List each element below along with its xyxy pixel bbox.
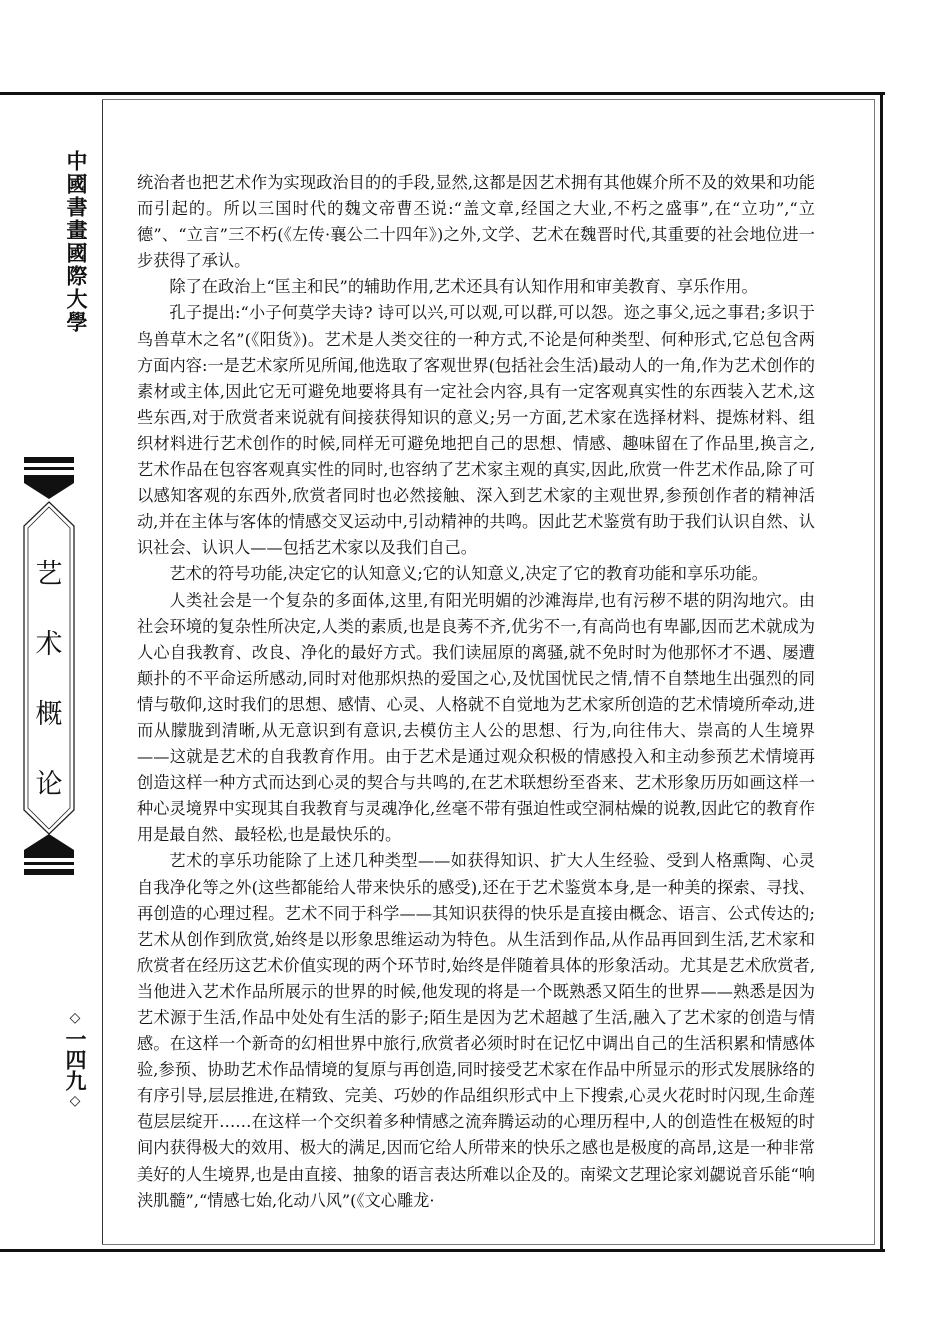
paragraph: 人类社会是一个复杂的多面体,这里,有阳光明媚的沙滩海岸,也有污秽不堪的阴沟地穴。由社会环境的复杂性所决定,人类的素质,也是良莠不齐,优劣不一,有高尚也有卑鄙,因而艺术就成为人心自我教育、改良、净化的最好方式。我们读屈原的离骚,就不免时时为他那怀才不遇、屡遭颠扑的不平命运所感动,同时对他那炽热的爱国之心,及忧国忧民之情,情不自禁地生出强烈的同情与敬仰,这时我们的思想、感情、心灵、人格就不自觉地为艺术家所创造的艺术情境所牵动,进而从朦胧到清晰,从无意识到有意识,去模仿主人公的思想、行为,向往伟大、崇高的人生境界——这就是艺术的自我教育作用。由于艺术是通过观众积极的情感投入和主动参预艺术情境再创造这样一种方式而达到心灵的契合与共鸣的,在艺术联想纷至沓来、艺术形象历历如画这样一种心灵境界中实现其自我教育与灵魂净化,丝毫不带有强迫性或空洞枯燥的说教,因此它的教育作用是最自然、最轻松,也是最快乐的。 — [137, 590, 815, 845]
paragraph: 艺术的符号功能,决定它的认知意义;它的认知意义,决定了它的教育功能和享乐功能。 — [169, 564, 768, 584]
body-text — [137, 170, 815, 1214]
book-title-char: 艺 — [35, 559, 63, 590]
frame-top-border — [0, 92, 885, 95]
page-number: 一四九 — [63, 1028, 88, 1091]
top-ornament — [22, 455, 76, 505]
inner-top-border — [102, 99, 875, 100]
book-title-panel — [22, 500, 76, 836]
inner-bottom-border — [102, 1244, 875, 1245]
paragraph: 艺术的享乐功能除了上述几种类型——如获得知识、扩大人生经验、受到人格熏陶、心灵自我净化等之外(这些都能给人带来快乐的感受),还在于艺术鉴赏本身,是一种美的探索、寻找、再创造的心理过程。艺术不同于科学——其知识获得的快乐是直接由概念、语言、公式传达的;艺术从创作到欣赏,始终是以形象思维运动为特色。从生活到作品,从作品再回到生活,艺术家和欣赏者在经历这艺术价值实现的两个环节时,始终是伴随着具体的形象活动。尤其是艺术欣赏者,当他进入艺术作品所展示的世界的时候,他发现的将是一个既熟悉又陌生的世界——熟悉是因为艺术源于生活,作品中处处有生活的影子;陌生是因为艺术超越了生活,融入了艺术家的创造与情感。在这样一个新奇的幻相世界中旅行,欣赏者必须时时在记忆中调出自己的生活积累和情感体验,参预、协助艺术作品情境的复原与再创造,同时接受艺术家在作品中所显示的形式发展脉络的有序引导,层层推进,在精致、完美、巧妙的作品组织形式中上下搜索,心灵火花时时闪现,生命莲苞层层绽开……在这样一个交织着多种情感之流奔腾运动的心理历程中,人的创造性在极短的时间内获得极大的效用、极大的满足,因而它给人所带来的快乐之感也是极度的高昂,这是一种非常美好的人生境界,也是由直接、抽象的语言表达所难以企及的。南梁文艺理论家刘勰说音乐能“响浃肌髓”,“情感七始,化动八风”(《文心雕龙· — [137, 851, 815, 1210]
inner-right-border — [874, 99, 875, 1245]
paragraph: 孔子提出:“小子何莫学夫诗? 诗可以兴,可以观,可以群,可以怨。迩之事父,远之事君;多识于鸟兽草木之名”(《阳货》)。艺术是人类交往的一种方式,不论是何种类型、何种形式,它总包含两方面内容:一是艺术家所见所闻,他选取了客观世界(包括社会生活)最动人的一角,作为艺术创作的素材或主体,因此它无可避免地要将具有一定社会内容,具有一定客观真实性的东西装入艺术,这些东西,对于欣赏者来说就有间接获得知识的意义;另一方面,艺术家在选择材料、提炼材料、组织材料进行艺术创作的时候,同样无可避免地把自己的思想、情感、趣味留在了作品里,换言之,艺术作品在包容客观真实性的同时,也容纳了艺术家主观的真实,因此,欣赏一件艺术作品,除了可以感知客观的东西外,欣赏者同时也必然接触、深入到艺术家的主观世界,参预创作者的精神活动,并在主体与客体的情感交叉运动中,引动精神的共鸣。因此艺术鉴赏有助于我们认识自然、认识社会、认识人——包括艺术家以及我们自己。 — [137, 303, 815, 558]
page-number-block — [58, 1008, 92, 1111]
frame-bottom-border — [0, 1249, 885, 1252]
diamond-icon: ◇ — [69, 1010, 81, 1026]
bottom-ornament — [22, 830, 76, 884]
paragraph: 除了在政治上“匡主和民”的辅助作用,艺术还具有认知作用和审美教育、享乐作用。 — [169, 277, 758, 297]
book-title-char: 论 — [35, 769, 63, 800]
diamond-icon: ◇ — [69, 1093, 81, 1109]
inner-left-border — [102, 100, 103, 1244]
book-title-char: 概 — [35, 699, 63, 730]
paragraph: 统治者也把艺术作为实现政治目的的手段,显然,这都是因艺术拥有其他媒介所不及的效果和功能而引起的。所以三国时代的魏文帝曹丕说:“盖文章,经国之大业,不朽之盛事”,在“立功”,“立德”、“立言”三不朽(《左传·襄公二十四年》)之外,文学、艺术在魏晋时代,其重要的社会地位进一步获得了承认。 — [137, 173, 815, 271]
book-title-char: 术 — [35, 629, 63, 660]
series-title: 中國書畫國際大學 — [64, 150, 89, 334]
book-title — [22, 540, 76, 820]
frame-right-border — [880, 92, 883, 1252]
